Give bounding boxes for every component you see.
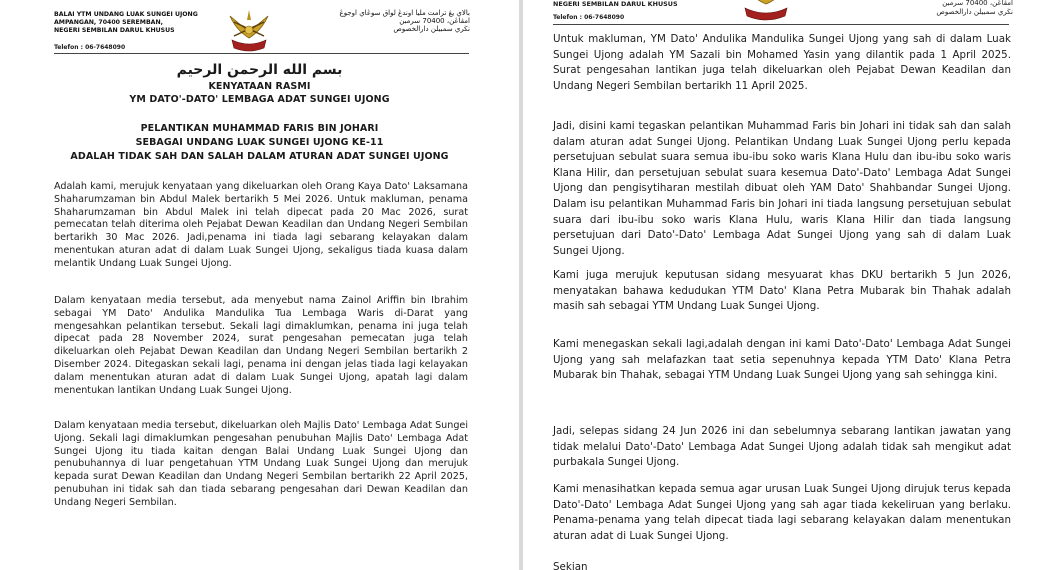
paragraph: Kami menasihatkan kepada semua agar urusan Luak Sungei Ujong dirujuk terus kepada Dato'-Dato' Lembaga Adat Sungei Ujong yang sah agar tiada kekeliruan yang berlaku. Penama-penama yang telah dipecat tiada lagi sebarang kelayakan dalam menentukan aturan adat di Luak Sungei Ujong. xyxy=(553,483,1011,542)
letterhead-telefon: Telefon : 06-7648090 xyxy=(553,14,625,21)
paragraph: Dalam kenyataan media tersebut, dikeluarkan oleh Majlis Dato' Lembaga Adat Sungei Ujong. Sekali lagi dimaklumkan pengesahan penubuhan Majlis Dato' Lembaga Adat Sungei Ujong itu tiada kaitan dengan Balai Undang Luak Sungei Ujong dan penubuhannya di luar pengetahuan YTM Undang Luak Sungei Ujong dan merujuk kepada surat Dewan Keadilan dan Undang Negeri Sembilan bertarikh 22 April 2025, penubuhan ini tidak sah dan tiada sebarang pengesahan dari Dewan Keadilan dan Undang Negeri Sembilan. xyxy=(54,420,468,508)
title-line-2: SEBAGAI UNDANG LUAK SUNGEI UJONG KE-11 xyxy=(135,137,384,148)
paragraph: Untuk makluman, YM Dato' Andulika Mandulika Sungei Ujong yang sah di dalam Luak Sungei Ujong adalah YM Sazali bin Mohamed Yasin yang dilantik pada 1 April 2025. Surat pengesahan lantikan juga telah dikeluarkan oleh Pejabat Dewan Keadilan dan Undang Negeri Sembilan bertarikh 11 April 2025. xyxy=(553,33,1011,92)
jawi-line: نڬري سمبيلن دارالخصوص xyxy=(393,25,470,33)
statement-page-1 xyxy=(0,0,519,570)
title-line-3: ADALAH TIDAK SAH DAN SALAH DALAM ATURAN ADAT SUNGEI UJONG xyxy=(70,151,449,162)
paragraph: Dalam kenyataan media tersebut, ada menyebut nama Zainol Ariffin bin Ibrahim sebagai YM Dato' Andulika Mandulika Tua Lembaga Waris di-Darat yang mengesahkan pelantikan tersebut. Sekali lagi dimaklumkan, penama ini juga telah dipecat pada 28 November 2024, surat pengesahan pemecatan juga telah dikeluarkan oleh Pejabat Dewan Keadilan dan Undang Negeri Sembilan bertarikh 2 Disember 2024. Ditegaskan sekali lagi, penama ini dengan jelas tiada lagi kelayakan dalam menentukan aturan adat di dalam Luak Sungei Ujong, apatah lagi dalam menentukan lantikan Undang Luak Sungei Ujong. xyxy=(54,295,468,396)
jawi-line: امڤاڠن، 70400 سرمبن xyxy=(942,0,1013,7)
letterhead-rule xyxy=(553,24,1009,25)
heading-lembaga: YM DATO'-DATO' LEMBAGA ADAT SUNGEI UJONG xyxy=(129,94,390,105)
letterhead-jawi xyxy=(320,9,470,33)
statement-page-2 xyxy=(523,0,1043,570)
jawi-line: امڤاڠن، 70400 سرمبن xyxy=(399,17,470,25)
heading-kenyataan: KENYATAAN RASMI xyxy=(208,81,311,92)
address-line: BALAI YTM UNDANG LUAK SUNGEI UJONG xyxy=(54,11,198,18)
jawi-line: بالاي يڠ ترامت مليا اوندڠ لواق سوڠاي اوجوڠ xyxy=(339,9,470,17)
letterhead-rule xyxy=(54,53,469,54)
paragraph: Adalah kami, merujuk kenyataan yang dikeluarkan oleh Orang Kaya Dato' Laksamana Shaharumzaman bin Abdul Malek bertarikh 5 Mei 2026. Untuk makluman, penama Shaharumzaman bin Abdul Malek ini telah dipecat pada 20 Mac 2026, surat pemecatan telah diterima oleh Pejabat Dewan Keadilan dan Undang Negeri Sembilan bertarikh 30 Mac 2026. Jadi,penama ini tiada lagi sebarang kelayakan dalam menentukan aturan adat di dalam Luak Sungei Ujong, sekaligus tiada kuasa dalam melantik Undang Luak Sungei Ujong. xyxy=(54,181,468,269)
address-line: AMPANGAN, 70400 SEREMBAN, xyxy=(54,19,163,26)
bismillah: بسم الله الرحمن الرحيم xyxy=(176,62,343,78)
paragraph-closing: Sekian xyxy=(553,561,588,570)
jawi-line: نڬري سمبيلن دارالخصوص xyxy=(936,8,1013,16)
crest-emblem-icon xyxy=(222,6,276,56)
title-line-1: PELANTIKAN MUHAMMAD FARIS BIN JOHARI xyxy=(140,123,379,134)
letterhead-jawi xyxy=(883,0,1013,17)
address-line: NEGERI SEMBILAN DARUL KHUSUS xyxy=(54,27,175,34)
letterhead-address xyxy=(54,11,224,35)
letterhead-telefon: Telefon : 06-7648090 xyxy=(54,44,126,51)
paragraph: Jadi, selepas sidang 24 Jun 2026 ini dan sebelumnya sebarang lantikan jawatan yang tidak melalui Dato'-Dato' Lembaga Adat Sungei Ujong adalah tidak sah mengikut adat purbakala Sungei Ujong. xyxy=(553,425,1011,469)
paragraph: Jadi, disini kami tegaskan pelantikan Muhammad Faris bin Johari ini tidak sah dan salah dalam aturan adat Sungei Ujong. Pelantikan Undang Luak Sungei Ujong perlu kepada persetujuan sebulat suara semua ibu-ibu soko waris Klana Hulu dan ibu-ibu soko waris Klana Hilir, dan persetujuan sebulat suara kesemua Dato'-Dato' Lembaga Adat Sungei Ujong dan pengisytiharan mestilah dibuat oleh YAM Dato' Shahbandar Sungei Ujong. Dalam isu pelantikan Muhammad Faris bin Johari ini tiada langsung persetujuan sebulat suara dari ibu-ibu soko waris Klana Hulu, waris Klana Hilir dan tiada langsung persetujuan dari Dato'-Dato' Lembaga Adat Sungei Ujong yang sah di dalam Luak Sungei Ujong. xyxy=(553,120,1011,257)
paragraph: Kami menegaskan sekali lagi,adalah dengan ini kami Dato'-Dato' Lembaga Adat Sungei Ujong yang sah melafazkan taat setia sepenuhnya kepada YTM Dato' Klana Petra Mubarak bin Thahak, sebagai YTM Undang Luak Sungei Ujong yang sah sehingga kini. xyxy=(553,338,1011,382)
crest-emblem-icon xyxy=(735,0,797,24)
letterhead-address: NEGERI SEMBILAN DARUL KHUSUS xyxy=(553,0,678,8)
paragraph: Kami juga merujuk keputusan sidang mesyuarat khas DKU bertarikh 5 Jun 2026, menyatakan bahawa kedudukan YTM Dato' Klana Petra Mubarak bin Thahak adalah masih sah sebagai YTM Undang Luak Sungei Ujong. xyxy=(553,269,1011,313)
